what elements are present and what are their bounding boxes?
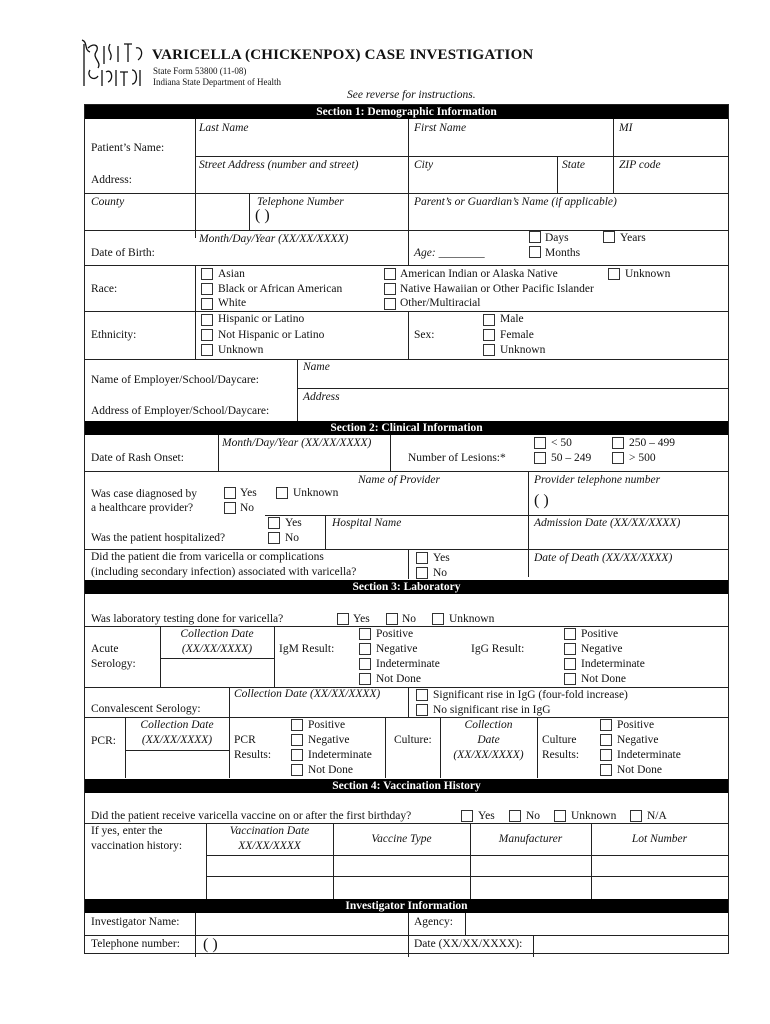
igm-negative-checkbox[interactable] (359, 643, 371, 655)
diagnosed-label-2: a healthcare provider? (91, 502, 194, 514)
no-sig-rise-label: No significant rise in IgG (433, 704, 551, 716)
county-label: County (91, 196, 125, 208)
age-days-checkbox[interactable] (529, 231, 541, 243)
ethnicity-hispanic-label: Hispanic or Latino (218, 313, 305, 325)
ethnicity-not-hispanic-label: Not Hispanic or Latino (218, 329, 325, 341)
provider-phone-field[interactable]: ( ) (534, 492, 549, 509)
sex-unknown-checkbox[interactable] (483, 344, 495, 356)
employer-address-hint: Address (303, 391, 340, 403)
acute-label: Acute (91, 643, 119, 655)
culture-label: Culture: (394, 734, 432, 746)
pcr-collection-date-label: Collection Date (140, 719, 214, 731)
ethnicity-unknown-label: Unknown (218, 344, 264, 356)
lesions-gt500-checkbox[interactable] (612, 452, 624, 464)
sig-rise-label: Significant rise in IgG (four-fold increase) (433, 689, 628, 701)
culture-date-label: Date (477, 734, 500, 746)
pcr-indeterminate-label: Indeterminate (308, 749, 372, 761)
igg-positive-label: Positive (581, 628, 619, 640)
vaccination-history-label-2: vaccination history: (91, 840, 183, 852)
investigation-form (84, 104, 729, 954)
lesions-lt50-checkbox[interactable] (534, 437, 546, 449)
culture-not-done-label: Not Done (617, 764, 663, 776)
vaccine-yes-checkbox[interactable] (461, 810, 473, 822)
lesions-250-499-label: 250 – 499 (629, 437, 675, 449)
pcr-positive-label: Positive (308, 719, 346, 731)
acute-collection-date-label: Collection Date (180, 628, 254, 640)
section-3-header: Section 3: Laboratory (85, 580, 728, 594)
culture-negative-label: Negative (617, 734, 659, 746)
died-yes-label: Yes (433, 552, 450, 564)
race-asian-checkbox[interactable] (201, 268, 213, 280)
investigator-name-label: Investigator Name: (91, 916, 180, 928)
mi-label: MI (619, 122, 633, 134)
race-white-label: White (218, 297, 247, 309)
race-asian-label: Asian (218, 268, 245, 280)
culture-positive-checkbox[interactable] (600, 719, 612, 731)
vaccine-na-checkbox[interactable] (630, 810, 642, 822)
igg-indeterminate-label: Indeterminate (581, 658, 645, 670)
lesions-lt50-label: < 50 (551, 437, 572, 449)
age-months-label: Months (545, 247, 581, 259)
vaccine-type-header: Vaccine Type (371, 833, 432, 845)
sex-male-checkbox[interactable] (483, 314, 495, 326)
igm-result-label: IgM Result: (279, 643, 335, 655)
ethnicity-hispanic-checkbox[interactable] (201, 314, 213, 326)
vaccination-date-header: Vaccination Date (229, 825, 310, 837)
pcr-positive-checkbox[interactable] (291, 719, 303, 731)
admission-date-label: Admission Date (XX/XX/XXXX) (534, 517, 681, 529)
sex-male-label: Male (500, 313, 524, 325)
vaccine-unknown-label: Unknown (571, 810, 617, 822)
vaccine-unknown-checkbox[interactable] (554, 810, 566, 822)
diagnosed-label-1: Was case diagnosed by (91, 488, 198, 500)
culture-results-label-1: Culture (542, 734, 577, 746)
isdh-logo (80, 38, 150, 92)
culture-results-label-2: Results: (542, 749, 580, 761)
igm-not-done-checkbox[interactable] (359, 673, 371, 685)
igg-positive-checkbox[interactable] (564, 628, 576, 640)
hospitalized-no-label: No (285, 532, 300, 544)
hospitalized-label: Was the patient hospitalized? (91, 532, 226, 544)
hospitalized-yes-label: Yes (285, 517, 302, 529)
vaccination-history-label-1: If yes, enter the (91, 825, 163, 837)
died-no-checkbox[interactable] (416, 567, 428, 579)
sex-female-label: Female (500, 329, 534, 341)
investigator-section-header: Investigator Information (85, 899, 728, 913)
culture-collection-format: (XX/XX/XXXX) (453, 749, 524, 761)
culture-collection-label: Collection (464, 719, 513, 731)
vaccine-yes-label: Yes (478, 810, 495, 822)
death-date-label: Date of Death (XX/XX/XXXX) (534, 552, 673, 564)
igg-negative-checkbox[interactable] (564, 643, 576, 655)
diagnosed-no-label: No (240, 502, 255, 514)
age-days-label: Days (545, 232, 569, 244)
diagnosed-no-checkbox[interactable] (224, 502, 236, 514)
race-other-label: Other/Multiracial (400, 297, 481, 309)
pcr-indeterminate-checkbox[interactable] (291, 749, 303, 761)
igm-negative-label: Negative (376, 643, 418, 655)
ethnicity-label: Ethnicity: (91, 329, 137, 341)
lab-unknown-checkbox[interactable] (432, 613, 444, 625)
rash-format-label: Month/Day/Year (XX/XX/XXXX) (222, 437, 372, 449)
sig-rise-checkbox[interactable] (416, 689, 428, 701)
lab-yes-label: Yes (353, 613, 370, 625)
hospital-name-label: Hospital Name (332, 517, 402, 529)
race-white-checkbox[interactable] (201, 298, 213, 310)
culture-negative-checkbox[interactable] (600, 734, 612, 746)
employer-address-label: Address of Employer/School/Daycare: (91, 405, 270, 417)
pcr-label: PCR: (91, 735, 116, 747)
telephone-label: Telephone Number (257, 196, 344, 208)
ethnicity-unknown-checkbox[interactable] (201, 344, 213, 356)
lesions-50-249-label: 50 – 249 (551, 452, 592, 464)
race-unknown-label: Unknown (625, 268, 671, 280)
pcr-results-label-1: PCR (234, 734, 256, 746)
lab-unknown-label: Unknown (449, 613, 495, 625)
culture-indeterminate-label: Indeterminate (617, 749, 681, 761)
sex-label: Sex: (414, 329, 435, 341)
lot-number-header: Lot Number (631, 833, 688, 845)
igm-positive-label: Positive (376, 628, 414, 640)
igm-indeterminate-checkbox[interactable] (359, 658, 371, 670)
pcr-not-done-checkbox[interactable] (291, 764, 303, 776)
sex-female-checkbox[interactable] (483, 329, 495, 341)
igg-indeterminate-checkbox[interactable] (564, 658, 576, 670)
employer-name-hint: Name (303, 361, 330, 373)
culture-not-done-checkbox[interactable] (600, 764, 612, 776)
igm-positive-checkbox[interactable] (359, 628, 371, 640)
diagnosed-unknown-label: Unknown (293, 487, 339, 499)
acute-serology-label: Serology: (91, 658, 136, 670)
agency-name: Indiana State Department of Health (153, 77, 281, 87)
last-name-label: Last Name (199, 122, 249, 134)
race-unknown-checkbox[interactable] (608, 268, 620, 280)
pcr-not-done-label: Not Done (308, 764, 354, 776)
city-label: City (414, 159, 434, 171)
conv-collection-date-label: Collection Date (XX/XX/XXXX) (234, 688, 381, 700)
first-name-label: First Name (414, 122, 467, 134)
investigator-agency-label: Agency: (414, 916, 453, 928)
form-number: State Form 53800 (11-08) (153, 66, 247, 76)
race-nhpi-label: Native Hawaiian or Other Pacific Islander (400, 283, 594, 295)
race-amind-checkbox[interactable] (384, 268, 396, 280)
zip-label: ZIP code (619, 159, 661, 171)
address-label: Address: (91, 174, 132, 186)
vaccine-no-checkbox[interactable] (509, 810, 521, 822)
rash-onset-label: Date of Rash Onset: (91, 452, 184, 464)
pcr-negative-checkbox[interactable] (291, 734, 303, 746)
provider-name-label: Name of Provider (358, 474, 440, 486)
lesions-50-249-checkbox[interactable] (534, 452, 546, 464)
section-2-header: Section 2: Clinical Information (85, 421, 728, 435)
lesions-gt500-label: > 500 (629, 452, 656, 464)
lab-yes-checkbox[interactable] (337, 613, 349, 625)
died-label-2: (including secondary infection) associated with varicella? (91, 566, 357, 578)
igg-not-done-label: Not Done (581, 673, 627, 685)
died-yes-checkbox[interactable] (416, 552, 428, 564)
lesions-label: Number of Lesions:* (408, 452, 506, 464)
provider-phone-label: Provider telephone number (534, 474, 661, 486)
employer-name-label: Name of Employer/School/Daycare: (91, 374, 259, 386)
investigator-date-label: Date (XX/XX/XXXX): (414, 938, 523, 950)
patient-name-label: Patient’s Name: (91, 142, 165, 154)
race-other-checkbox[interactable] (384, 298, 396, 310)
guardian-label: Parent’s or Guardian’s Name (if applicable) (414, 196, 617, 208)
igg-not-done-checkbox[interactable] (564, 673, 576, 685)
pcr-negative-label: Negative (308, 734, 350, 746)
telephone-field[interactable]: ( ) (255, 207, 270, 224)
died-no-label: No (433, 567, 448, 579)
section-4-header: Section 4: Vaccination History (85, 779, 728, 793)
race-amind-label: American Indian or Alaska Native (400, 268, 558, 280)
lab-no-checkbox[interactable] (386, 613, 398, 625)
pcr-collection-format: (XX/XX/XXXX) (141, 734, 213, 746)
vaccine-na-label: N/A (647, 810, 667, 822)
race-label: Race: (91, 283, 118, 295)
section-1-header: Section 1: Demographic Information (85, 105, 728, 119)
hospitalized-yes-checkbox[interactable] (268, 517, 280, 529)
vaccination-date-format: XX/XX/XXXX (238, 840, 301, 852)
vaccine-no-label: No (526, 810, 541, 822)
vaccine-question-label: Did the patient receive varicella vaccine on or after the first birthday? (91, 810, 412, 822)
manufacturer-header: Manufacturer (498, 833, 563, 845)
culture-positive-label: Positive (617, 719, 655, 731)
pcr-results-label-2: Results: (234, 749, 272, 761)
ethnicity-not-hispanic-checkbox[interactable] (201, 329, 213, 341)
investigator-phone-field[interactable]: ( ) (203, 936, 218, 953)
died-label-1: Did the patient die from varicella or complications (91, 551, 324, 563)
culture-indeterminate-checkbox[interactable] (600, 749, 612, 761)
race-black-checkbox[interactable] (201, 283, 213, 295)
age-years-checkbox[interactable] (603, 231, 615, 243)
instructions-note: See reverse for instructions. (347, 89, 476, 101)
diagnosed-yes-label: Yes (240, 487, 257, 499)
no-sig-rise-checkbox[interactable] (416, 704, 428, 716)
state-label: State (562, 159, 585, 171)
hospitalized-no-checkbox[interactable] (268, 532, 280, 544)
age-months-checkbox[interactable] (529, 246, 541, 258)
convalescent-label: Convalescent Serology: (91, 703, 201, 715)
sex-unknown-label: Unknown (500, 344, 546, 356)
lab-question-label: Was laboratory testing done for varicella? (91, 613, 284, 625)
acute-collection-format: (XX/XX/XXXX) (181, 643, 253, 655)
race-black-label: Black or African American (218, 283, 343, 295)
age-years-label: Years (620, 232, 646, 244)
diagnosed-unknown-checkbox[interactable] (276, 487, 288, 499)
form-title: VARICELLA (CHICKENPOX) CASE INVESTIGATION (152, 47, 534, 63)
investigator-phone-label: Telephone number: (91, 938, 180, 950)
igm-indeterminate-label: Indeterminate (376, 658, 440, 670)
igg-negative-label: Negative (581, 643, 623, 655)
lesions-250-499-checkbox[interactable] (612, 437, 624, 449)
dob-label: Date of Birth: (91, 247, 155, 259)
street-label: Street Address (number and street) (199, 159, 359, 171)
dob-format-label: Month/Day/Year (XX/XX/XXXX) (199, 233, 349, 245)
age-field[interactable]: Age: ________ (414, 247, 485, 259)
igm-not-done-label: Not Done (376, 673, 422, 685)
lab-no-label: No (402, 613, 417, 625)
diagnosed-yes-checkbox[interactable] (224, 487, 236, 499)
igg-result-label: IgG Result: (471, 643, 525, 655)
race-nhpi-checkbox[interactable] (384, 283, 396, 295)
